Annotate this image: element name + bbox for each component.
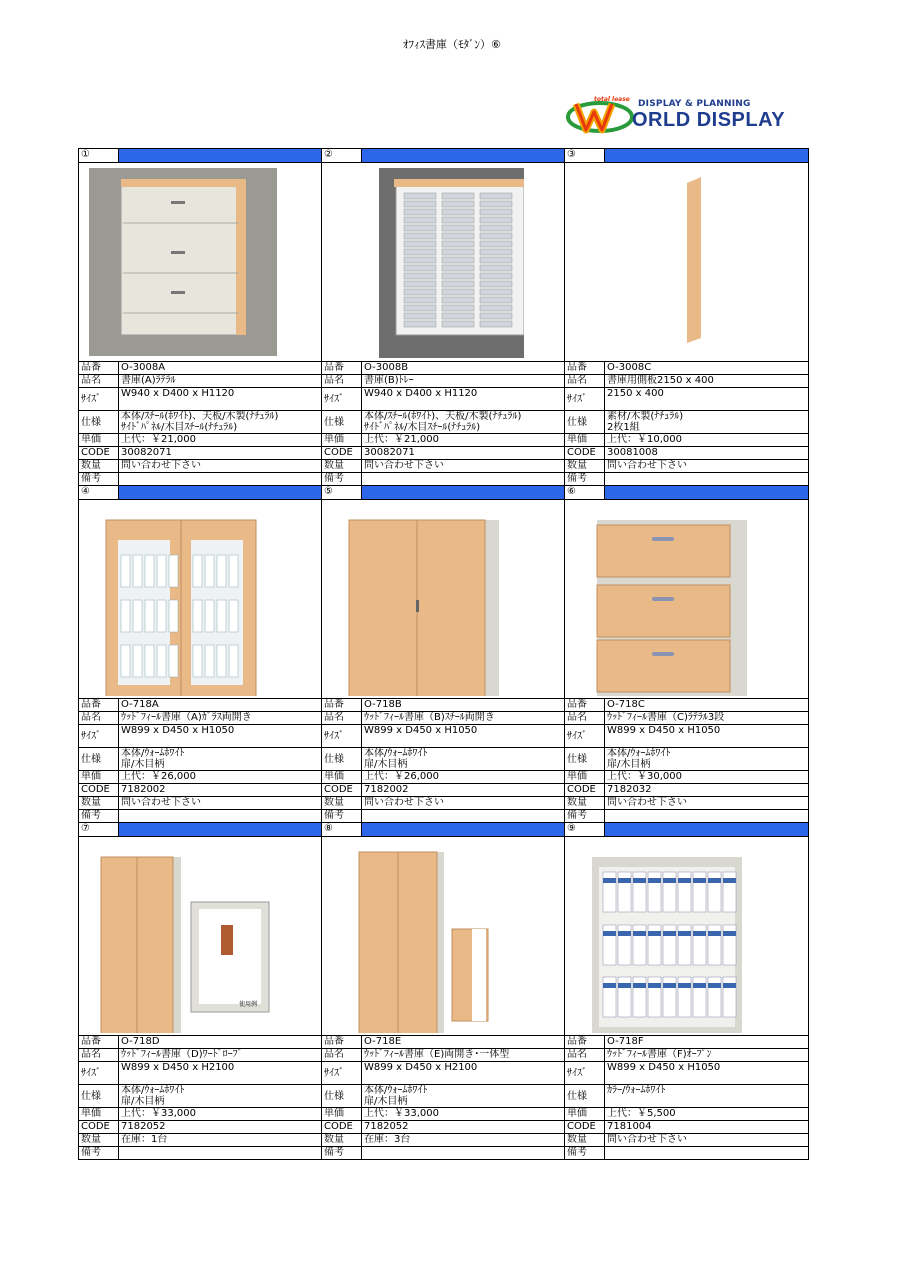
code2-value: 7182052	[362, 1121, 565, 1134]
note-label: 備考	[322, 473, 362, 486]
spec-line-1: 本体/ｽﾁｰﾙ(ﾎﾜｲﾄ)、天板/木製(ﾅﾁｭﾗﾙ)	[364, 411, 522, 422]
code-value: O-718E	[362, 1036, 565, 1049]
note-label: 備考	[322, 1147, 362, 1160]
spec-line-2: 2枚1組	[607, 422, 640, 433]
code2-value: 7182002	[362, 784, 565, 797]
note-label: 備考	[79, 810, 119, 823]
price-label: 単価	[322, 771, 362, 784]
spec-line-2: 扉/木目柄	[121, 759, 165, 770]
spec-value	[362, 411, 565, 434]
item-number: ②	[322, 149, 362, 163]
spec-value	[605, 411, 809, 434]
qty-value: 問い合わせ下さい	[362, 460, 565, 473]
spec-line-1: ｶﾗｰ/ｳｫｰﾑﾎﾜｲﾄ	[607, 1085, 666, 1096]
size-value: W940 x D400 x H1120	[119, 388, 322, 411]
name-label: 品名	[79, 375, 119, 388]
product-image-cell	[79, 163, 322, 362]
price-value: 上代：￥33,000	[119, 1108, 322, 1121]
product-image-cell	[565, 500, 809, 699]
code-value: O-718D	[119, 1036, 322, 1049]
spec-label: 仕様	[322, 1085, 362, 1108]
spec-label: 仕様	[79, 748, 119, 771]
spec-line-1: 本体/ｳｫｰﾑﾎﾜｲﾄ	[364, 1085, 428, 1096]
code2-label: CODE	[565, 447, 605, 460]
note-value	[605, 473, 809, 486]
product-image	[567, 837, 806, 1035]
spec-label: 仕様	[79, 1085, 119, 1108]
name-value: ｳｯﾄﾞﾌｨｰﾙ書庫（B)ｽﾁｰﾙ両開き	[362, 712, 565, 725]
qty-value: 問い合わせ下さい	[605, 460, 809, 473]
w-logo-icon	[566, 100, 636, 134]
name-value: ｳｯﾄﾞﾌｨｰﾙ書庫（C)ﾗﾃﾗﾙ3段	[605, 712, 809, 725]
qty-value: 問い合わせ下さい	[605, 1134, 809, 1147]
code2-label: CODE	[322, 447, 362, 460]
code-label: 品番	[322, 362, 362, 375]
spec-line-1: 本体/ｽﾁｰﾙ(ﾎﾜｲﾄ)、天板/木製(ﾅﾁｭﾗﾙ)	[121, 411, 279, 422]
header-bar	[605, 823, 809, 837]
size-value: W899 x D450 x H1050	[362, 725, 565, 748]
qty-value: 問い合わせ下さい	[119, 797, 322, 810]
size-value: W899 x D450 x H1050	[605, 1062, 809, 1085]
code-value: O-718A	[119, 699, 322, 712]
size-label: ｻｲｽﾞ	[79, 725, 119, 748]
product-image-cell	[322, 500, 565, 699]
header-bar	[362, 823, 565, 837]
size-label: ｻｲｽﾞ	[565, 388, 605, 411]
note-value	[362, 473, 565, 486]
price-value: 上代：￥21,000	[362, 434, 565, 447]
spec-line-2: ｻｲﾄﾞﾊﾟﾈﾙ/木目ｽﾁｰﾙ(ﾅﾁｭﾗﾙ)	[364, 422, 481, 433]
code-label: 品番	[322, 699, 362, 712]
product-image-cell	[79, 500, 322, 699]
spec-line-2: 扉/木目柄	[364, 759, 408, 770]
spec-line-1: 素材/木製(ﾅﾁｭﾗﾙ)	[607, 411, 684, 422]
note-label: 備考	[565, 473, 605, 486]
code2-label: CODE	[565, 784, 605, 797]
header-bar	[362, 486, 565, 500]
size-value: 2150 x 400	[605, 388, 809, 411]
size-label: ｻｲｽﾞ	[565, 1062, 605, 1085]
qty-label: 数量	[322, 1134, 362, 1147]
code2-value: 30081008	[605, 447, 809, 460]
code-value: O-3008C	[605, 362, 809, 375]
price-label: 単価	[565, 771, 605, 784]
note-value	[362, 1147, 565, 1160]
product-image-cell	[79, 837, 322, 1036]
product-image	[567, 163, 806, 361]
price-value: 上代：￥26,000	[362, 771, 565, 784]
spec-value	[119, 1085, 322, 1108]
spec-line-2: 扉/木目柄	[121, 1096, 165, 1107]
spec-label: 仕様	[565, 411, 605, 434]
spec-label: 仕様	[322, 748, 362, 771]
note-label: 備考	[565, 810, 605, 823]
size-value: W940 x D400 x H1120	[362, 388, 565, 411]
item-number: ④	[79, 486, 119, 500]
product-image	[81, 163, 319, 361]
price-label: 単価	[79, 771, 119, 784]
name-value: ｳｯﾄﾞﾌｨｰﾙ書庫（E)両開き･一体型	[362, 1049, 565, 1062]
size-label: ｻｲｽﾞ	[565, 725, 605, 748]
code-label: 品番	[79, 699, 119, 712]
qty-label: 数量	[79, 460, 119, 473]
catalog-table	[78, 148, 809, 1160]
qty-label: 数量	[565, 1134, 605, 1147]
code-label: 品番	[565, 362, 605, 375]
name-label: 品名	[79, 712, 119, 725]
page-title: ｵﾌｨｽ書庫（ﾓﾀﾞﾝ）⑥	[403, 38, 501, 51]
item-number: ③	[565, 149, 605, 163]
code2-label: CODE	[322, 1121, 362, 1134]
header-bar	[362, 149, 565, 163]
code2-value: 7182002	[119, 784, 322, 797]
price-value: 上代：￥26,000	[119, 771, 322, 784]
spec-line-1: 本体/ｳｫｰﾑﾎﾜｲﾄ	[364, 748, 428, 759]
code-label: 品番	[322, 1036, 362, 1049]
name-label: 品名	[322, 1049, 362, 1062]
code2-value: 7181004	[605, 1121, 809, 1134]
code2-label: CODE	[565, 1121, 605, 1134]
code2-label: CODE	[79, 784, 119, 797]
item-number: ⑤	[322, 486, 362, 500]
code-value: O-718C	[605, 699, 809, 712]
code-label: 品番	[565, 1036, 605, 1049]
size-label: ｻｲｽﾞ	[79, 388, 119, 411]
note-value	[362, 810, 565, 823]
world-display-logo	[566, 96, 806, 136]
note-label: 備考	[79, 1147, 119, 1160]
size-value: W899 x D450 x H1050	[119, 725, 322, 748]
code2-value: 30082071	[119, 447, 322, 460]
qty-value: 問い合わせ下さい	[362, 797, 565, 810]
note-value	[119, 1147, 322, 1160]
qty-label: 数量	[79, 1134, 119, 1147]
spec-value	[362, 1085, 565, 1108]
spec-value	[605, 1085, 809, 1108]
size-label: ｻｲｽﾞ	[322, 725, 362, 748]
product-image	[324, 500, 562, 698]
name-label: 品名	[79, 1049, 119, 1062]
product-image-cell	[322, 837, 565, 1036]
logo-name: ORLD DISPLAY	[632, 109, 786, 131]
price-value: 上代：￥33,000	[362, 1108, 565, 1121]
qty-value: 問い合わせ下さい	[119, 460, 322, 473]
product-image	[324, 163, 562, 361]
qty-label: 数量	[565, 460, 605, 473]
qty-value: 在庫：1台	[119, 1134, 322, 1147]
qty-value: 在庫：3台	[362, 1134, 565, 1147]
spec-line-2: ｻｲﾄﾞﾊﾟﾈﾙ/木目ｽﾁｰﾙ(ﾅﾁｭﾗﾙ)	[121, 422, 238, 433]
qty-label: 数量	[79, 797, 119, 810]
product-image	[324, 837, 562, 1035]
name-value: 書庫用側板2150 x 400	[605, 375, 809, 388]
name-value: ｳｯﾄﾞﾌｨｰﾙ書庫（A)ｶﾞﾗｽ両開き	[119, 712, 322, 725]
item-number: ⑧	[322, 823, 362, 837]
note-label: 備考	[79, 473, 119, 486]
note-value	[119, 810, 322, 823]
note-value	[605, 1147, 809, 1160]
code-value: O-718F	[605, 1036, 809, 1049]
item-number: ①	[79, 149, 119, 163]
product-image	[81, 837, 319, 1035]
name-label: 品名	[565, 375, 605, 388]
spec-label: 仕様	[565, 1085, 605, 1108]
product-image	[567, 500, 806, 698]
price-value: 上代：￥5,500	[605, 1108, 809, 1121]
size-label: ｻｲｽﾞ	[322, 1062, 362, 1085]
spec-value	[362, 748, 565, 771]
name-value: 書庫(A)ﾗﾃﾗﾙ	[119, 375, 322, 388]
code-value: O-3008A	[119, 362, 322, 375]
name-value: ｳｯﾄﾞﾌｨｰﾙ書庫（D)ﾜｰﾄﾞﾛｰﾌﾞ	[119, 1049, 322, 1062]
price-label: 単価	[322, 1108, 362, 1121]
product-image	[81, 500, 319, 698]
code2-label: CODE	[79, 447, 119, 460]
qty-value: 問い合わせ下さい	[605, 797, 809, 810]
name-value: ｳｯﾄﾞﾌｨｰﾙ書庫（F)ｵｰﾌﾟﾝ	[605, 1049, 809, 1062]
price-label: 単価	[79, 434, 119, 447]
size-value: W899 x D450 x H1050	[605, 725, 809, 748]
spec-line-2: 扉/木目柄	[364, 1096, 408, 1107]
size-value: W899 x D450 x H2100	[119, 1062, 322, 1085]
code-label: 品番	[79, 1036, 119, 1049]
product-image-cell	[565, 837, 809, 1036]
code2-label: CODE	[322, 784, 362, 797]
logo-small-text: total lease	[594, 96, 630, 103]
name-label: 品名	[322, 375, 362, 388]
price-label: 単価	[79, 1108, 119, 1121]
price-label: 単価	[322, 434, 362, 447]
qty-label: 数量	[565, 797, 605, 810]
spec-label: 仕様	[79, 411, 119, 434]
header-bar	[605, 486, 809, 500]
qty-label: 数量	[322, 460, 362, 473]
name-value: 書庫(B)ﾄﾚｰ	[362, 375, 565, 388]
name-label: 品名	[565, 1049, 605, 1062]
price-value: 上代：￥21,000	[119, 434, 322, 447]
spec-line-1: 本体/ｳｫｰﾑﾎﾜｲﾄ	[121, 1085, 185, 1096]
price-label: 単価	[565, 1108, 605, 1121]
spec-line-1: 本体/ｳｫｰﾑﾎﾜｲﾄ	[121, 748, 185, 759]
spec-label: 仕様	[322, 411, 362, 434]
note-value	[605, 810, 809, 823]
note-value	[119, 473, 322, 486]
item-number: ⑨	[565, 823, 605, 837]
code2-label: CODE	[79, 1121, 119, 1134]
price-label: 単価	[565, 434, 605, 447]
header-bar	[119, 823, 322, 837]
price-value: 上代：￥30,000	[605, 771, 809, 784]
code-label: 品番	[79, 362, 119, 375]
image-caption: 使用例	[239, 1001, 258, 1008]
name-label: 品名	[565, 712, 605, 725]
logo-tagline: DISPLAY & PLANNING	[638, 99, 751, 109]
spec-line-2: 扉/木目柄	[607, 759, 651, 770]
code2-value: 7182052	[119, 1121, 322, 1134]
product-image-cell	[565, 163, 809, 362]
item-number: ⑥	[565, 486, 605, 500]
price-value: 上代：￥10,000	[605, 434, 809, 447]
size-value: W899 x D450 x H2100	[362, 1062, 565, 1085]
size-label: ｻｲｽﾞ	[322, 388, 362, 411]
note-label: 備考	[565, 1147, 605, 1160]
header-bar	[605, 149, 809, 163]
qty-label: 数量	[322, 797, 362, 810]
size-label: ｻｲｽﾞ	[79, 1062, 119, 1085]
name-label: 品名	[322, 712, 362, 725]
spec-value	[119, 411, 322, 434]
item-number: ⑦	[79, 823, 119, 837]
note-label: 備考	[322, 810, 362, 823]
spec-line-1: 本体/ｳｫｰﾑﾎﾜｲﾄ	[607, 748, 671, 759]
spec-value	[119, 748, 322, 771]
code-value: O-3008B	[362, 362, 565, 375]
spec-value	[605, 748, 809, 771]
product-image-cell	[322, 163, 565, 362]
code2-value: 30082071	[362, 447, 565, 460]
code-value: O-718B	[362, 699, 565, 712]
header-bar	[119, 486, 322, 500]
spec-label: 仕様	[565, 748, 605, 771]
code-label: 品番	[565, 699, 605, 712]
code2-value: 7182032	[605, 784, 809, 797]
header-bar	[119, 149, 322, 163]
